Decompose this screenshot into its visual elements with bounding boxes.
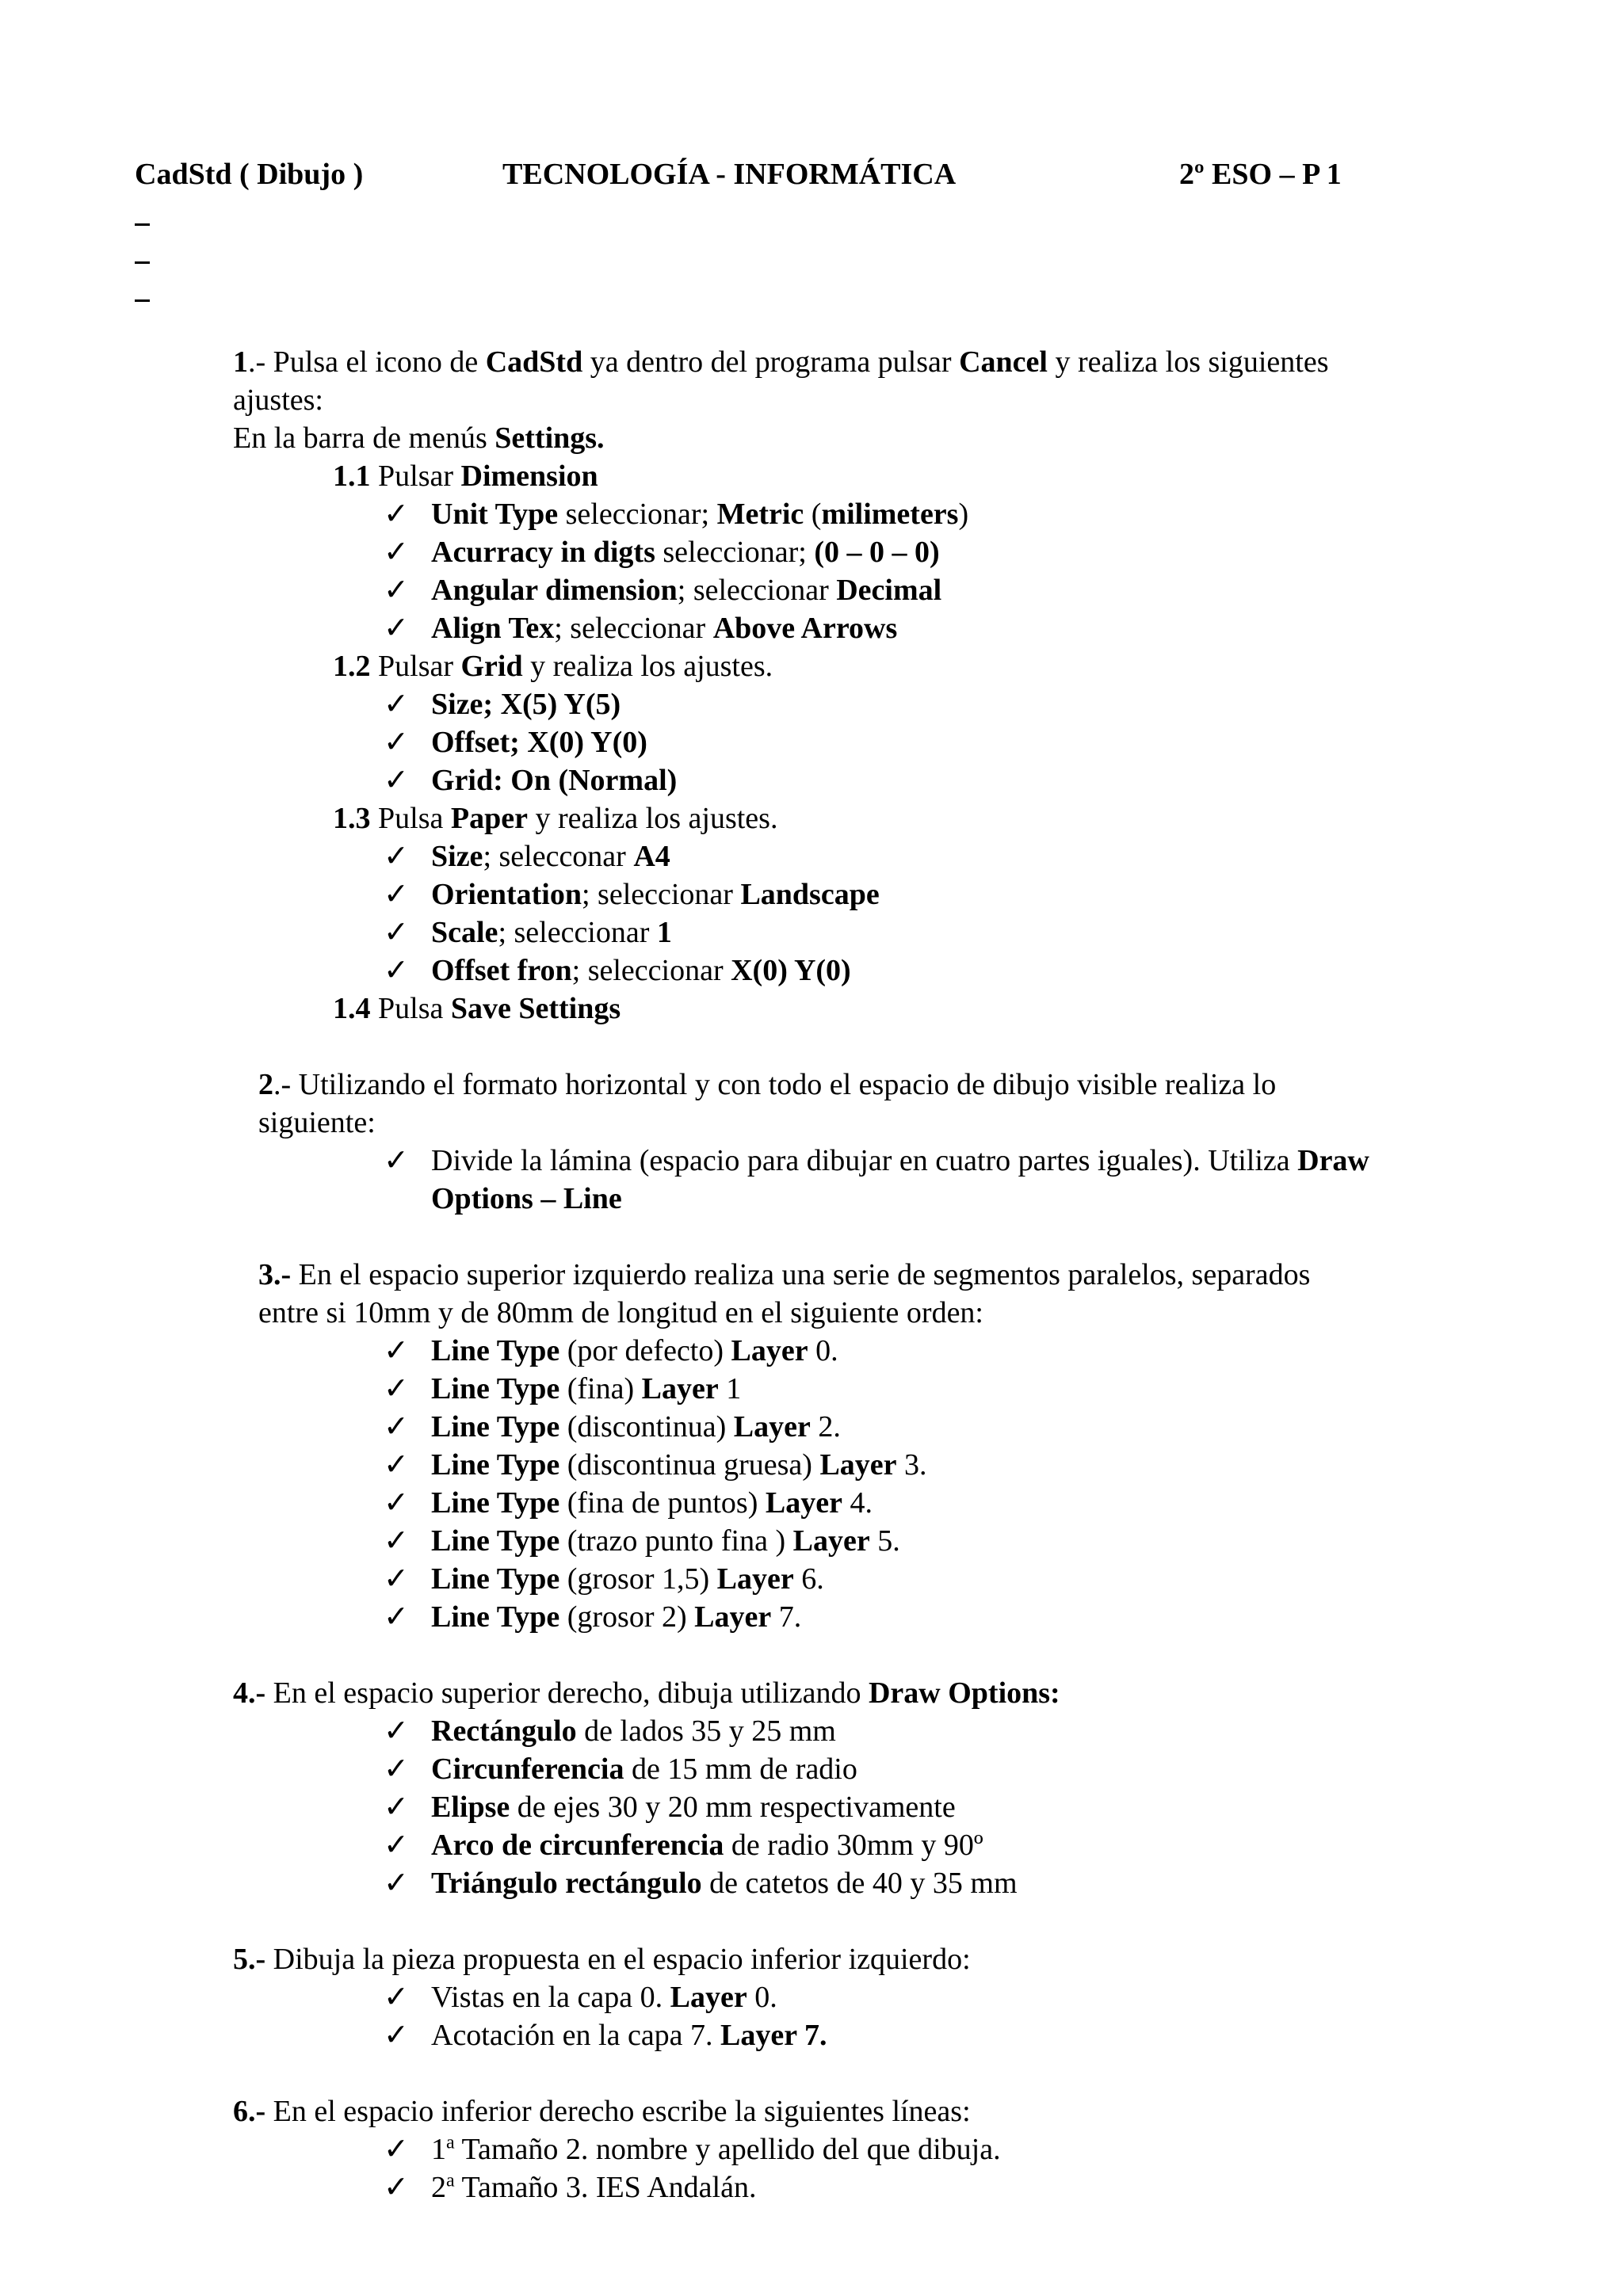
- list-item: 1$^a$ Tamaño 2. nombre y apellido del que dibuja.: [431, 2132, 1001, 2166]
- list-item: Line Type (por defecto) Layer 0.: [431, 1334, 838, 1367]
- list-item: Scale; seleccionar 1: [431, 916, 672, 949]
- list-item-continuation: Options – Line: [431, 1182, 622, 1215]
- check-icon: ✓: [384, 1600, 409, 1634]
- subsection-1-3: 1.3 Pulsa Paper y realiza los ajustes.: [333, 802, 778, 835]
- check-icon: ✓: [384, 1829, 409, 1862]
- check-icon: ✓: [384, 2171, 409, 2204]
- check-icon: ✓: [384, 2133, 409, 2166]
- header-subject: TECNOLOGÍA - INFORMÁTICA: [502, 158, 957, 191]
- list-item: Unit Type seleccionar; Metric (milimeters): [431, 498, 969, 531]
- check-icon: ✓: [384, 1791, 409, 1824]
- section-5-line-1: 5.- Dibuja la pieza propuesta en el espacio inferior izquierdo:: [233, 1943, 971, 1976]
- section-2-line-1: 2.- Utilizando el formato horizontal y con todo el espacio de dibujo visible realiza lo: [258, 1068, 1277, 1101]
- subsection-1-1: 1.1 Pulsar Dimension: [333, 460, 598, 493]
- list-item: Circunferencia de 15 mm de radio: [431, 1753, 857, 1786]
- section-1-line-3: En la barra de menús Settings.: [233, 421, 605, 455]
- check-icon: ✓: [384, 536, 409, 569]
- check-icon: ✓: [384, 1486, 409, 1520]
- check-icon: ✓: [384, 1410, 409, 1444]
- page-header: [135, 155, 1342, 307]
- list-item: Vistas en la capa 0. Layer 0.: [431, 1981, 777, 2014]
- section-1-line-2: ajustes:: [233, 383, 323, 417]
- check-icon: ✓: [384, 688, 409, 721]
- check-icon: ✓: [384, 1334, 409, 1367]
- subsection-1-2: 1.2 Pulsar Grid y realiza los ajustes.: [333, 650, 773, 683]
- list-item: Orientation; seleccionar Landscape: [431, 878, 880, 911]
- section-3-line-2: entre si 10mm y de 80mm de longitud en el siguiente orden:: [258, 1296, 983, 1329]
- list-item: Acurracy in digts seleccionar; (0 – 0 – 0): [431, 536, 940, 569]
- list-item: Line Type (trazo punto fina ) Layer 5.: [431, 1524, 900, 1558]
- check-icon: ✓: [384, 1448, 409, 1482]
- list-item: Line Type (discontinua gruesa) Layer 3.: [431, 1448, 927, 1482]
- check-icon: ✓: [384, 726, 409, 759]
- check-icon: ✓: [384, 1372, 409, 1405]
- list-item: 2$^a$ Tamaño 3. IES Andalán.: [431, 2170, 757, 2204]
- check-icon: ✓: [384, 916, 409, 949]
- list-item: Offset; X(0) Y(0): [431, 726, 647, 759]
- check-icon: ✓: [384, 1144, 409, 1177]
- list-item: Arco de circunferencia de radio 30mm y 90º: [431, 1829, 983, 1862]
- check-icon: ✓: [384, 954, 409, 987]
- list-item: Grid: On (Normal): [431, 764, 678, 797]
- section-1-line-1: 1.- Pulsa el icono de CadStd ya dentro del programa pulsar Cancel y realiza los siguientes: [233, 345, 1329, 379]
- list-item: Line Type (discontinua) Layer 2.: [431, 1410, 841, 1444]
- list-item: Elipse de ejes 30 y 20 mm respectivamente: [431, 1791, 956, 1824]
- check-icon: ✓: [384, 840, 409, 873]
- section-6-line-1: 6.- En el espacio inferior derecho escribe la siguientes líneas:: [233, 2095, 971, 2128]
- check-icon: ✓: [384, 878, 409, 911]
- section-2-line-2: siguiente:: [258, 1106, 376, 1139]
- list-item: Acotación en la capa 7. Layer 7.: [431, 2019, 827, 2052]
- check-icon: ✓: [384, 1524, 409, 1558]
- list-item: Size; selecconar A4: [431, 840, 670, 873]
- section-4-line-1: 4.- En el espacio superior derecho, dibuja utilizando Draw Options:: [233, 1676, 1060, 1710]
- header-course: 2º ESO – P 1: [1179, 158, 1342, 191]
- check-icon: ✓: [384, 574, 409, 607]
- list-item: Align Tex; seleccionar Above Arrows: [431, 612, 898, 645]
- check-icon: ✓: [384, 1753, 409, 1786]
- list-item: Rectángulo de lados 35 y 25 mm: [431, 1714, 836, 1748]
- header-title: CadStd ( Dibujo ): [135, 158, 364, 191]
- list-item: Angular dimension; seleccionar Decimal: [431, 574, 942, 607]
- list-item: Line Type (grosor 1,5) Layer 6.: [431, 1562, 824, 1596]
- check-icon: ✓: [384, 1562, 409, 1596]
- check-icon: ✓: [384, 1867, 409, 1900]
- list-item: Line Type (fina) Layer 1: [431, 1372, 742, 1405]
- check-icon: ✓: [384, 1714, 409, 1748]
- list-item: Line Type (grosor 2) Layer 7.: [431, 1600, 802, 1634]
- section-3-line-1: 3.- En el espacio superior izquierdo realiza una serie de segmentos paralelos, separados: [258, 1258, 1311, 1291]
- check-icon: ✓: [384, 2019, 409, 2052]
- check-icon: ✓: [384, 764, 409, 797]
- list-item: Line Type (fina de puntos) Layer 4.: [431, 1486, 873, 1520]
- list-item: Offset fron; seleccionar X(0) Y(0): [431, 954, 851, 987]
- check-icon: ✓: [384, 612, 409, 645]
- list-item: Divide la lámina (espacio para dibujar en cuatro partes iguales). Utiliza Draw: [431, 1144, 1369, 1177]
- check-icon: ✓: [384, 1981, 409, 2014]
- check-icon: ✓: [384, 498, 409, 531]
- list-item: Triángulo rectángulo de catetos de 40 y 35 mm: [431, 1867, 1018, 1900]
- list-item: Size; X(5) Y(5): [431, 688, 621, 721]
- subsection-1-4: 1.4 Pulsa Save Settings: [333, 992, 621, 1025]
